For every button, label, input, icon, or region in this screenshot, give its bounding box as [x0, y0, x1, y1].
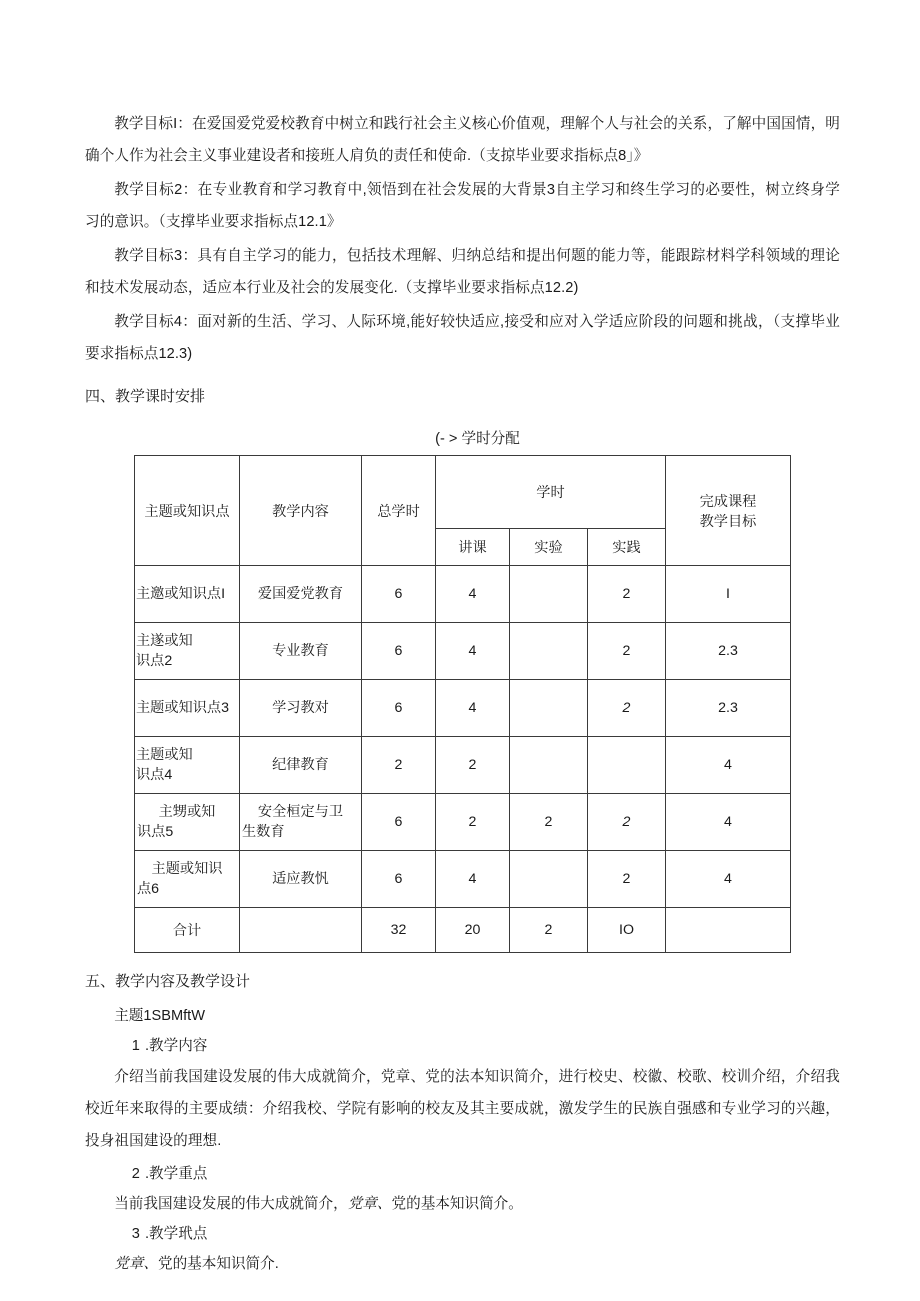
item-2-body-post: 党的基本知识简介。 [391, 1196, 523, 1212]
header-course-goal-line1: 完成课程 [699, 493, 757, 510]
table-header-row [134, 456, 790, 529]
cell-content-line2: 生数育 [241, 824, 285, 840]
cell-experiment-hours [509, 566, 587, 623]
table-row [134, 851, 790, 908]
cell-practice-hours: 2 [587, 851, 665, 908]
cell-lecture-hours: 2 [435, 737, 509, 794]
cell-practice-hours: 2 [587, 566, 665, 623]
cell-topic [134, 680, 239, 737]
cell-practice-hours [587, 737, 665, 794]
item-3-body-italic: 党章、 [114, 1256, 158, 1272]
cell-total-hours: 6 [361, 794, 435, 851]
cell-course-goal: I [666, 566, 791, 623]
section-heading-5: 五、教学内容及教学设计 [85, 973, 251, 990]
item-3-body [85, 1249, 840, 1279]
cell-total-hours: 6 [361, 680, 435, 737]
hours-allocation-table [134, 455, 791, 953]
cell-course-goal: 4 [666, 794, 791, 851]
teaching-objective-3: 教学目标3：具有自主学习的能力，包括技术理解、归纳总结和提出何题的能力等，能跟踪材料学科领域的理论和技术发展动态，适应本行业及社会的发展变化.（支撑毕业要求指标点12.2) [85, 248, 840, 296]
cell-topic-line2: 识点2 [135, 653, 173, 669]
cell-practice-hours: 2 [587, 680, 665, 737]
cell-course-goal: 2.3 [666, 680, 791, 737]
cell-course-goal: 4 [666, 851, 791, 908]
item-3-label: .教学玳点 [144, 1226, 208, 1242]
document-body [85, 108, 840, 1279]
cell-practice-hours: 2 [587, 794, 665, 851]
table-caption: (- > 学时分配 [435, 431, 520, 447]
item-2-label: .教学重点 [144, 1166, 208, 1182]
cell-experiment-hours [509, 623, 587, 680]
item-2-body [85, 1189, 840, 1219]
teaching-objective-1: 教学目标I：在爱国爱党爱校教育中树立和践行社会主义核心价值观，理解个人与社会的关系，了解中国国情，明确个人作为社会主义事业建设者和接班人肩负的责任和使命.（支掠毕业要求指标点8」》 [85, 116, 840, 164]
cell-topic-line1: 主题或知识 [151, 861, 223, 877]
cell-content-line1: 适应教忛 [272, 871, 329, 887]
cell-total-hours: 6 [361, 851, 435, 908]
cell-content [239, 566, 361, 623]
cell-content [239, 737, 361, 794]
cell-content [239, 794, 361, 851]
cell-course-goal: 4 [666, 737, 791, 794]
cell-lecture-hours: 4 [435, 623, 509, 680]
item-1-body: 介绍当前我国建设发展的伟大成就简介，党章、党的法本知识简介，进行校史、校徽、校歌、校训介绍，介绍我校近年来取得的主要成绩：介绍我校、学院有影响的校友及其主要成就，激发学生的民族自强感和专业学习的兴趣，投身祖国建设的理想. [85, 1069, 840, 1149]
cell-total-label: 合计 [134, 908, 239, 953]
cell-topic-line1: 主题或知 [135, 747, 193, 763]
cell-total-hours: 2 [361, 737, 435, 794]
cell-content [239, 623, 361, 680]
cell-topic-line2: 主题或知识点3 [135, 700, 230, 716]
item-3-number: 3 [131, 1226, 145, 1242]
item-1-number: 1 [131, 1038, 145, 1054]
header-course-goal [666, 456, 791, 566]
header-lecture: 讲课 [435, 529, 509, 566]
cell-total-lecture: 20 [435, 908, 509, 953]
item-2-number: 2 [131, 1166, 145, 1182]
table-row [134, 566, 790, 623]
item-3-body-post: 党的基本知识简介. [157, 1256, 279, 1272]
cell-topic [134, 737, 239, 794]
header-experiment: 实验 [509, 529, 587, 566]
cell-topic [134, 851, 239, 908]
header-total-hours: 总学时 [361, 456, 435, 566]
cell-content-line1: 安全桓定与卫 [257, 804, 344, 820]
cell-content-line1: 学习教对 [272, 700, 329, 716]
item-3-heading [85, 1219, 840, 1249]
cell-lecture-hours: 4 [435, 566, 509, 623]
table-row [134, 623, 790, 680]
cell-experiment-hours: 2 [509, 794, 587, 851]
item-2-body-pre: 当前我国建设发展的伟大成就简介， [114, 1196, 348, 1212]
table-total-row [134, 908, 790, 953]
cell-total-hours: 6 [361, 566, 435, 623]
cell-experiment-hours [509, 737, 587, 794]
cell-topic-line2: 点6 [136, 881, 160, 897]
cell-topic [134, 566, 239, 623]
teaching-objective-2: 教学目标2：在专业教育和学习教育中,领悟到在社会发展的大背景3自主学习和终生学习的必要性，树立终身学习的意识。（支撑毕业要求指标点12.1》 [85, 182, 840, 230]
cell-total-hours: 6 [361, 623, 435, 680]
cell-lecture-hours: 2 [435, 794, 509, 851]
item-2-body-italic: 党章、 [347, 1196, 392, 1212]
cell-content [239, 851, 361, 908]
cell-topic-line2: 识点5 [136, 824, 174, 840]
cell-practice-hours: 2 [587, 623, 665, 680]
cell-lecture-hours: 4 [435, 680, 509, 737]
cell-topic-line2: 识点4 [135, 767, 173, 783]
table-row [134, 737, 790, 794]
section-heading-4: 四、教学课时安排 [85, 388, 206, 405]
cell-topic-line1: 主遂或知 [135, 633, 193, 649]
cell-content-line1: 爱国爱党教育 [257, 586, 344, 602]
cell-total-goal [666, 908, 791, 953]
cell-total-experiment: 2 [509, 908, 587, 953]
cell-topic [134, 623, 239, 680]
topic-1-title: 主题1SBMftW [114, 1008, 205, 1024]
cell-topic-line2: 主邀或知识点I [135, 586, 226, 602]
cell-experiment-hours [509, 851, 587, 908]
cell-content-line1: 专业教育 [272, 643, 329, 659]
header-topic: 主题或知识点 [134, 456, 239, 566]
cell-lecture-hours: 4 [435, 851, 509, 908]
cell-total-hours: 32 [361, 908, 435, 953]
cell-topic [134, 794, 239, 851]
cell-experiment-hours [509, 680, 587, 737]
cell-content-line1: 纪律教育 [272, 757, 329, 773]
cell-total-content [239, 908, 361, 953]
teaching-objective-4: 教学目标4：面对新的生活、学习、人际环境,能好较快适应,接受和应对入学适应阶段的问题和挑战，（支撑毕业要求指标点12.3) [85, 314, 840, 362]
item-1-heading [85, 1031, 840, 1061]
header-practice: 实践 [587, 529, 665, 566]
cell-topic-line1: 主甥或知 [158, 804, 216, 820]
cell-course-goal: 2.3 [666, 623, 791, 680]
table-row [134, 680, 790, 737]
cell-total-practice: IO [587, 908, 665, 953]
table-row [134, 794, 790, 851]
header-content: 教学内容 [239, 456, 361, 566]
item-1-label: .教学内容 [144, 1038, 208, 1054]
header-course-goal-line2: 教学目标 [699, 513, 757, 530]
header-hours-group: 学时 [435, 456, 665, 529]
item-2-heading [85, 1159, 840, 1189]
cell-content [239, 680, 361, 737]
